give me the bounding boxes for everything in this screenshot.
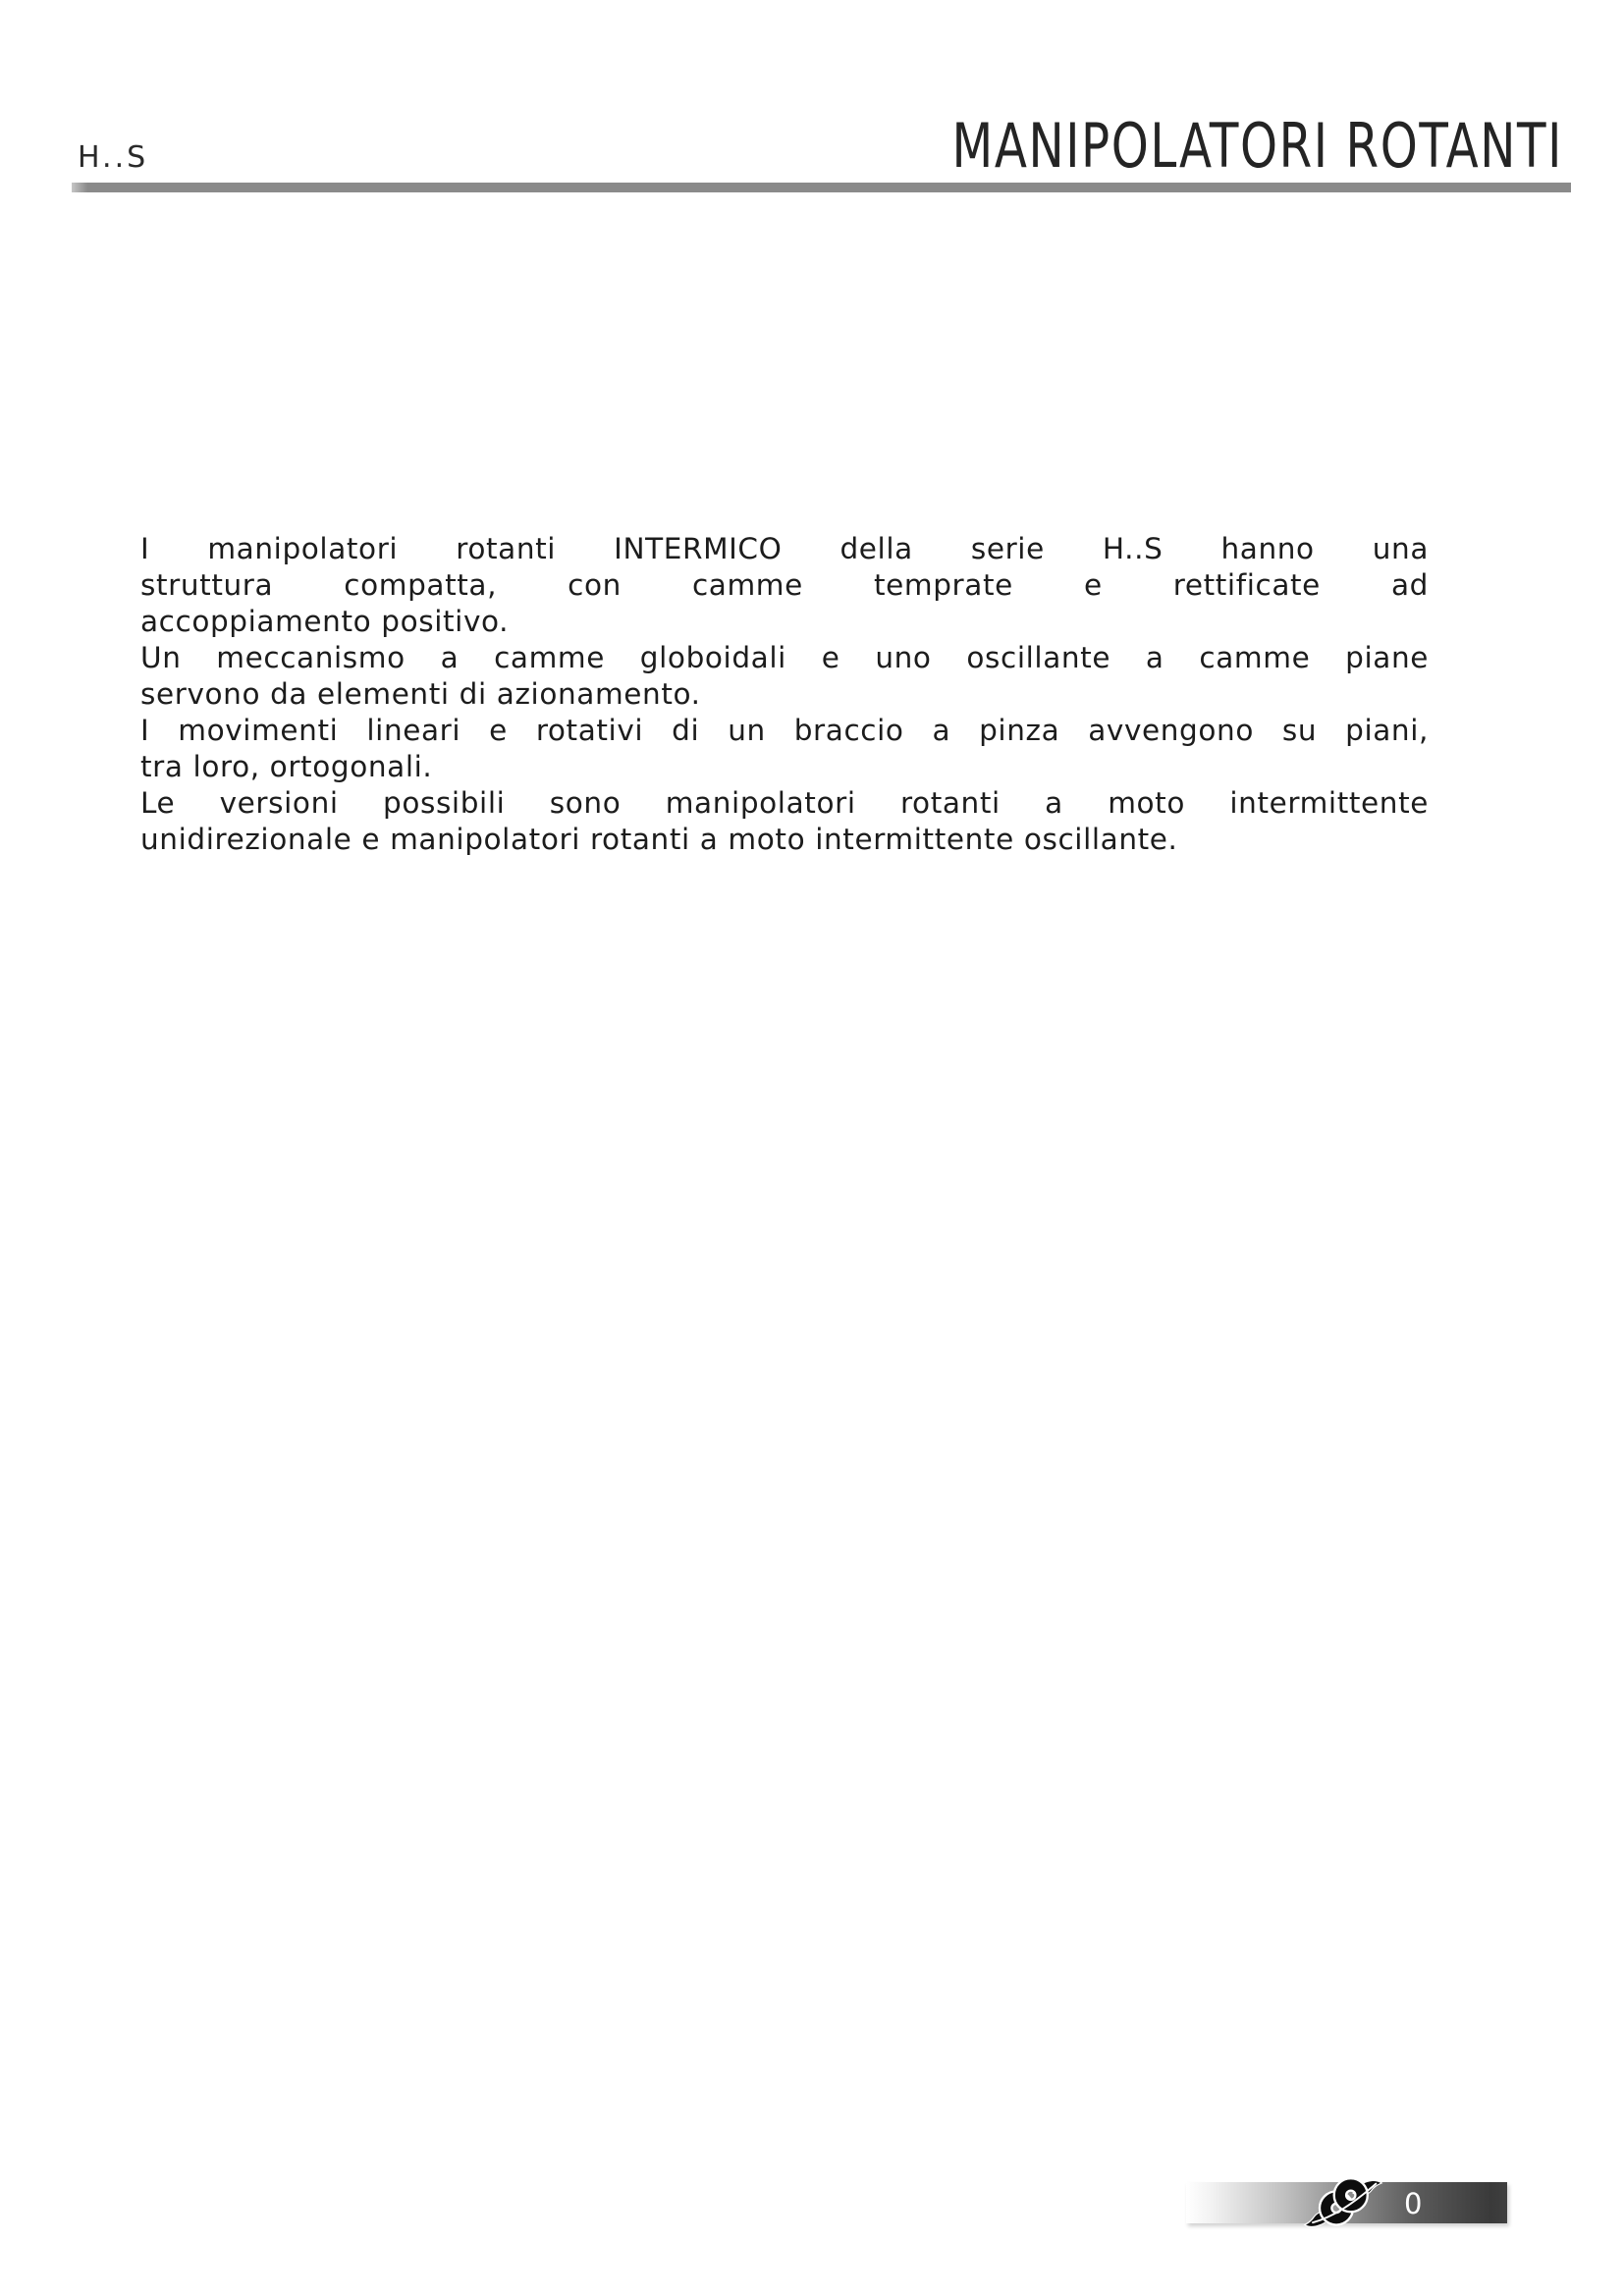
body-text <box>140 531 1429 858</box>
intermico-knot-logo-icon <box>1288 2172 1398 2233</box>
body-line: Un meccanismo a camme globoidali e uno oscillante a camme piane <box>140 641 1429 674</box>
body-line: tra loro, ortogonali. <box>140 750 433 783</box>
page-number: 0 <box>1404 2187 1424 2220</box>
body-line: Le versioni possibili sono manipolatori rotanti a moto intermittente <box>140 786 1429 820</box>
body-line: I movimenti lineari e rotativi di un braccio a pinza avvengono su piani, <box>140 714 1429 747</box>
series-code: H..S <box>78 140 149 175</box>
body-line: struttura compatta, con camme temprate e rettificate ad <box>140 568 1429 602</box>
body-line: unidirezionale e manipolatori rotanti a moto intermittente oscillante. <box>140 823 1178 856</box>
footer-bar <box>1186 2182 1507 2223</box>
header-rule <box>72 183 1571 192</box>
body-line: accoppiamento positivo. <box>140 605 510 638</box>
body-line: I manipolatori rotanti INTERMICO della serie H..S hanno una <box>140 532 1429 565</box>
page-title <box>287 110 1563 182</box>
body-line: servono da elementi di azionamento. <box>140 677 701 711</box>
page-title-text: MANIPOLATORI ROTANTI <box>951 110 1563 182</box>
